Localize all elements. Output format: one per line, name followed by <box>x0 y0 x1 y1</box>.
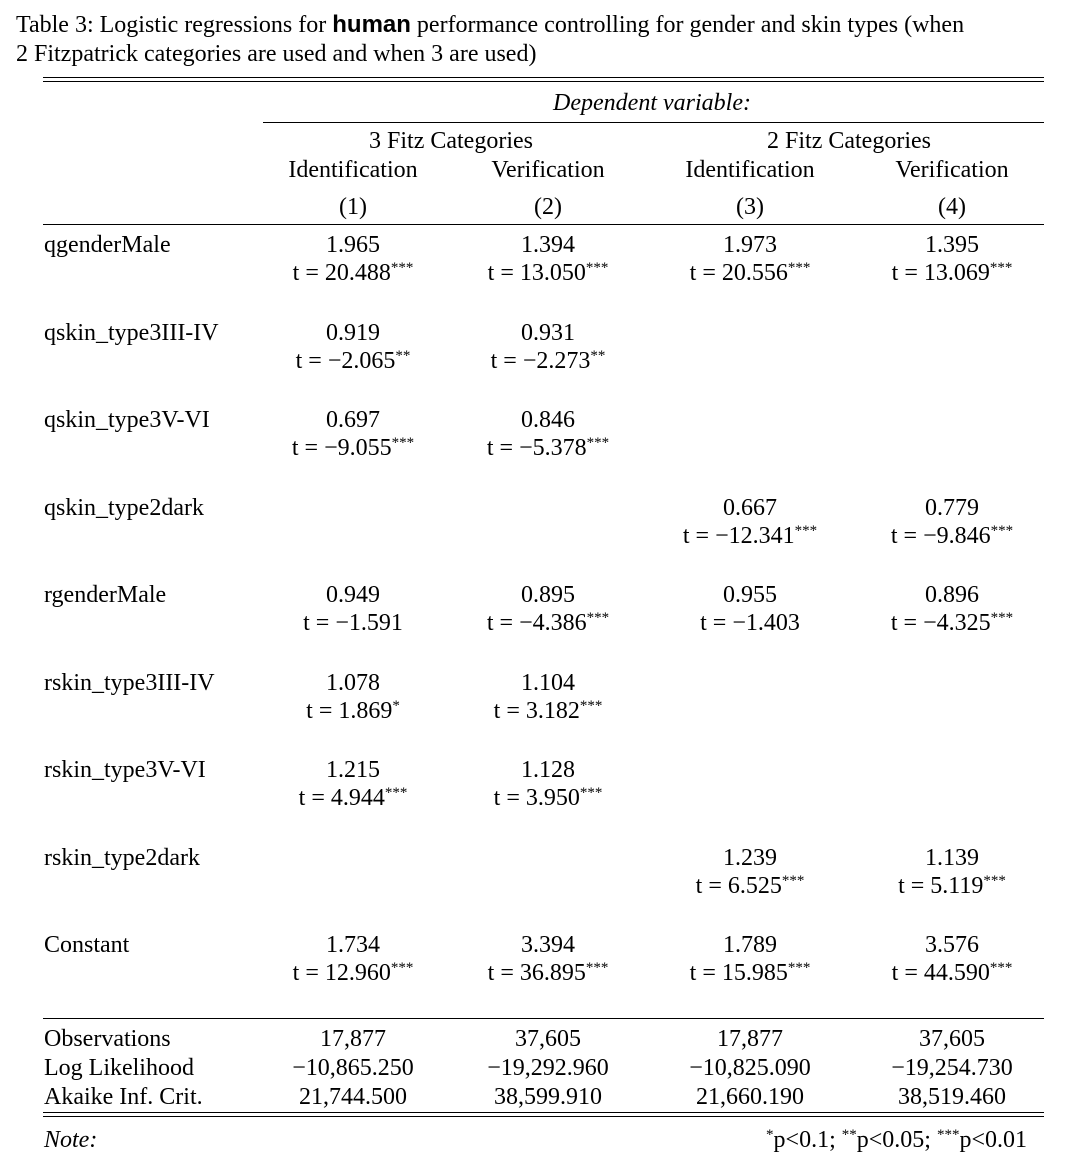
coefficient-value: 1.239 <box>723 845 777 871</box>
stat-label: Observations <box>44 1026 171 1052</box>
coefficient-value: 0.697 <box>326 407 380 433</box>
t-statistic: t = −9.055*** <box>291 435 415 461</box>
bottom-rule <box>43 1112 1044 1113</box>
stat-value: −10,825.090 <box>689 1055 811 1081</box>
group-header-3-fitz: 3 Fitz Categories <box>369 128 533 154</box>
t-statistic: t = −9.846*** <box>890 523 1014 549</box>
coefficient-value: 0.919 <box>326 320 380 346</box>
stat-value: 37,605 <box>919 1026 985 1052</box>
coefficient-value: 0.846 <box>521 407 575 433</box>
t-statistic: t = 44.590*** <box>891 960 1013 986</box>
stat-value: 38,519.460 <box>898 1084 1006 1110</box>
t-statistic: t = −2.273** <box>490 348 606 374</box>
header-rule <box>43 224 1044 225</box>
significance-stars: *** <box>579 698 603 714</box>
note-stars: ** <box>841 1127 857 1143</box>
coefficient-value: 1.394 <box>521 232 575 258</box>
significance-stars: *** <box>989 960 1013 976</box>
caption-bold-word: human <box>332 11 411 38</box>
row-label: qskin_type3III-IV <box>44 320 219 346</box>
caption-line-1 <box>16 10 1084 40</box>
row-label: rskin_type3III-IV <box>44 670 215 696</box>
t-statistic: t = −1.403 <box>700 610 800 636</box>
significance-stars: *** <box>586 435 610 451</box>
stats-rule <box>43 1018 1044 1019</box>
significance-stars: *** <box>585 960 609 976</box>
coefficient-value: 1.789 <box>723 932 777 958</box>
significance-stars: *** <box>990 610 1014 626</box>
coefficient-value: 1.395 <box>925 232 979 258</box>
t-statistic: t = 20.556*** <box>689 260 811 286</box>
column-task-header: Verification <box>895 157 1009 183</box>
caption-prefix: Table 3: <box>16 12 94 38</box>
t-statistic: t = −4.325*** <box>890 610 1014 636</box>
coefficient-value: 0.949 <box>326 582 380 608</box>
coefficient-value: 0.779 <box>925 495 979 521</box>
note-threshold: p<0.05; <box>856 1127 937 1153</box>
column-number-header: (1) <box>339 194 367 220</box>
t-statistic: t = 6.525*** <box>695 873 805 899</box>
significance-stars: *** <box>787 960 811 976</box>
dependent-variable-label: Dependent variable: <box>553 90 751 116</box>
significance-stars: ** <box>590 348 606 364</box>
coefficient-value: 1.128 <box>521 757 575 783</box>
column-task-header: Verification <box>491 157 605 183</box>
row-label: rskin_type3V-VI <box>44 757 206 783</box>
t-statistic: t = 13.069*** <box>891 260 1013 286</box>
coefficient-value: 0.955 <box>723 582 777 608</box>
t-statistic: t = 1.869* <box>306 698 400 724</box>
stat-value: 17,877 <box>320 1026 386 1052</box>
stat-value: −19,292.960 <box>487 1055 609 1081</box>
t-statistic: t = −2.065** <box>295 348 411 374</box>
column-task-header: Identification <box>288 157 418 183</box>
significance-stars: *** <box>781 873 805 889</box>
significance-stars: *** <box>390 960 414 976</box>
row-label: qskin_type3V-VI <box>44 407 210 433</box>
row-label: qgenderMale <box>44 232 171 258</box>
note-stars: * <box>766 1127 774 1143</box>
row-label: rskin_type2dark <box>44 845 200 871</box>
coefficient-value: 0.895 <box>521 582 575 608</box>
significance-stars: *** <box>787 260 811 276</box>
coefficient-value: 1.139 <box>925 845 979 871</box>
significance-note <box>766 1126 1027 1154</box>
stat-label: Akaike Inf. Crit. <box>44 1084 203 1110</box>
column-number-header: (2) <box>534 194 562 220</box>
significance-stars: *** <box>990 523 1014 539</box>
stat-value: 38,599.910 <box>494 1084 602 1110</box>
coefficient-value: 1.973 <box>723 232 777 258</box>
coefficient-value: 1.215 <box>326 757 380 783</box>
t-statistic: t = 20.488*** <box>292 260 414 286</box>
coefficient-value: 1.078 <box>326 670 380 696</box>
top-rule <box>43 77 1044 78</box>
note-label: Note: <box>44 1127 98 1153</box>
row-label: rgenderMale <box>44 582 167 608</box>
significance-stars: *** <box>585 260 609 276</box>
coefficient-value: 1.734 <box>326 932 380 958</box>
coefficient-value: 1.965 <box>326 232 380 258</box>
significance-stars: *** <box>579 785 603 801</box>
table-caption <box>16 10 1084 69</box>
caption-text-before: Logistic regressions for <box>99 12 327 38</box>
top-rule-second <box>43 81 1044 82</box>
t-statistic: t = 36.895*** <box>487 960 609 986</box>
t-statistic: t = 15.985*** <box>689 960 811 986</box>
significance-stars: *** <box>794 523 818 539</box>
t-statistic: t = 3.950*** <box>493 785 603 811</box>
coefficient-value: 1.104 <box>521 670 575 696</box>
significance-stars: ** <box>395 348 411 364</box>
significance-stars: * <box>392 698 400 714</box>
column-number-header: (4) <box>938 194 966 220</box>
t-statistic: t = −12.341*** <box>682 523 818 549</box>
bottom-rule-second <box>43 1116 1044 1117</box>
coefficient-value: 3.576 <box>925 932 979 958</box>
significance-stars: *** <box>989 260 1013 276</box>
t-statistic: t = 12.960*** <box>292 960 414 986</box>
stat-value: −19,254.730 <box>891 1055 1013 1081</box>
t-statistic: t = −1.591 <box>303 610 403 636</box>
stat-value: 21,744.500 <box>299 1084 407 1110</box>
coefficient-value: 0.896 <box>925 582 979 608</box>
row-label: Constant <box>44 932 130 958</box>
note-threshold: p<0.1; <box>773 1127 842 1153</box>
group-header-2-fitz: 2 Fitz Categories <box>767 128 931 154</box>
significance-stars: *** <box>384 785 408 801</box>
t-statistic: t = 5.119*** <box>898 873 1006 899</box>
t-statistic: t = 4.944*** <box>298 785 408 811</box>
note-threshold: p<0.01 <box>959 1127 1027 1153</box>
note-stars: *** <box>936 1127 960 1143</box>
stat-value: −10,865.250 <box>292 1055 414 1081</box>
stat-value: 17,877 <box>717 1026 783 1052</box>
column-task-header: Identification <box>685 157 815 183</box>
caption-line-2: 2 Fitzpatrick categories are used and when 3 are used) <box>16 41 537 67</box>
dependent-variable-rule <box>263 122 1044 123</box>
stat-value: 21,660.190 <box>696 1084 804 1110</box>
significance-stars: *** <box>586 610 610 626</box>
column-number-header: (3) <box>736 194 764 220</box>
row-label: qskin_type2dark <box>44 495 204 521</box>
coefficient-value: 0.667 <box>723 495 777 521</box>
significance-stars: *** <box>983 873 1006 889</box>
t-statistic: t = −5.378*** <box>486 435 610 461</box>
significance-stars: *** <box>391 435 415 451</box>
coefficient-value: 0.931 <box>521 320 575 346</box>
stat-label: Log Likelihood <box>44 1055 194 1081</box>
coefficient-value: 3.394 <box>521 932 575 958</box>
t-statistic: t = −4.386*** <box>486 610 610 636</box>
stat-value: 37,605 <box>515 1026 581 1052</box>
t-statistic: t = 3.182*** <box>493 698 603 724</box>
t-statistic: t = 13.050*** <box>487 260 609 286</box>
caption-text-after: performance controlling for gender and skin types (when <box>416 12 965 38</box>
significance-stars: *** <box>390 260 414 276</box>
